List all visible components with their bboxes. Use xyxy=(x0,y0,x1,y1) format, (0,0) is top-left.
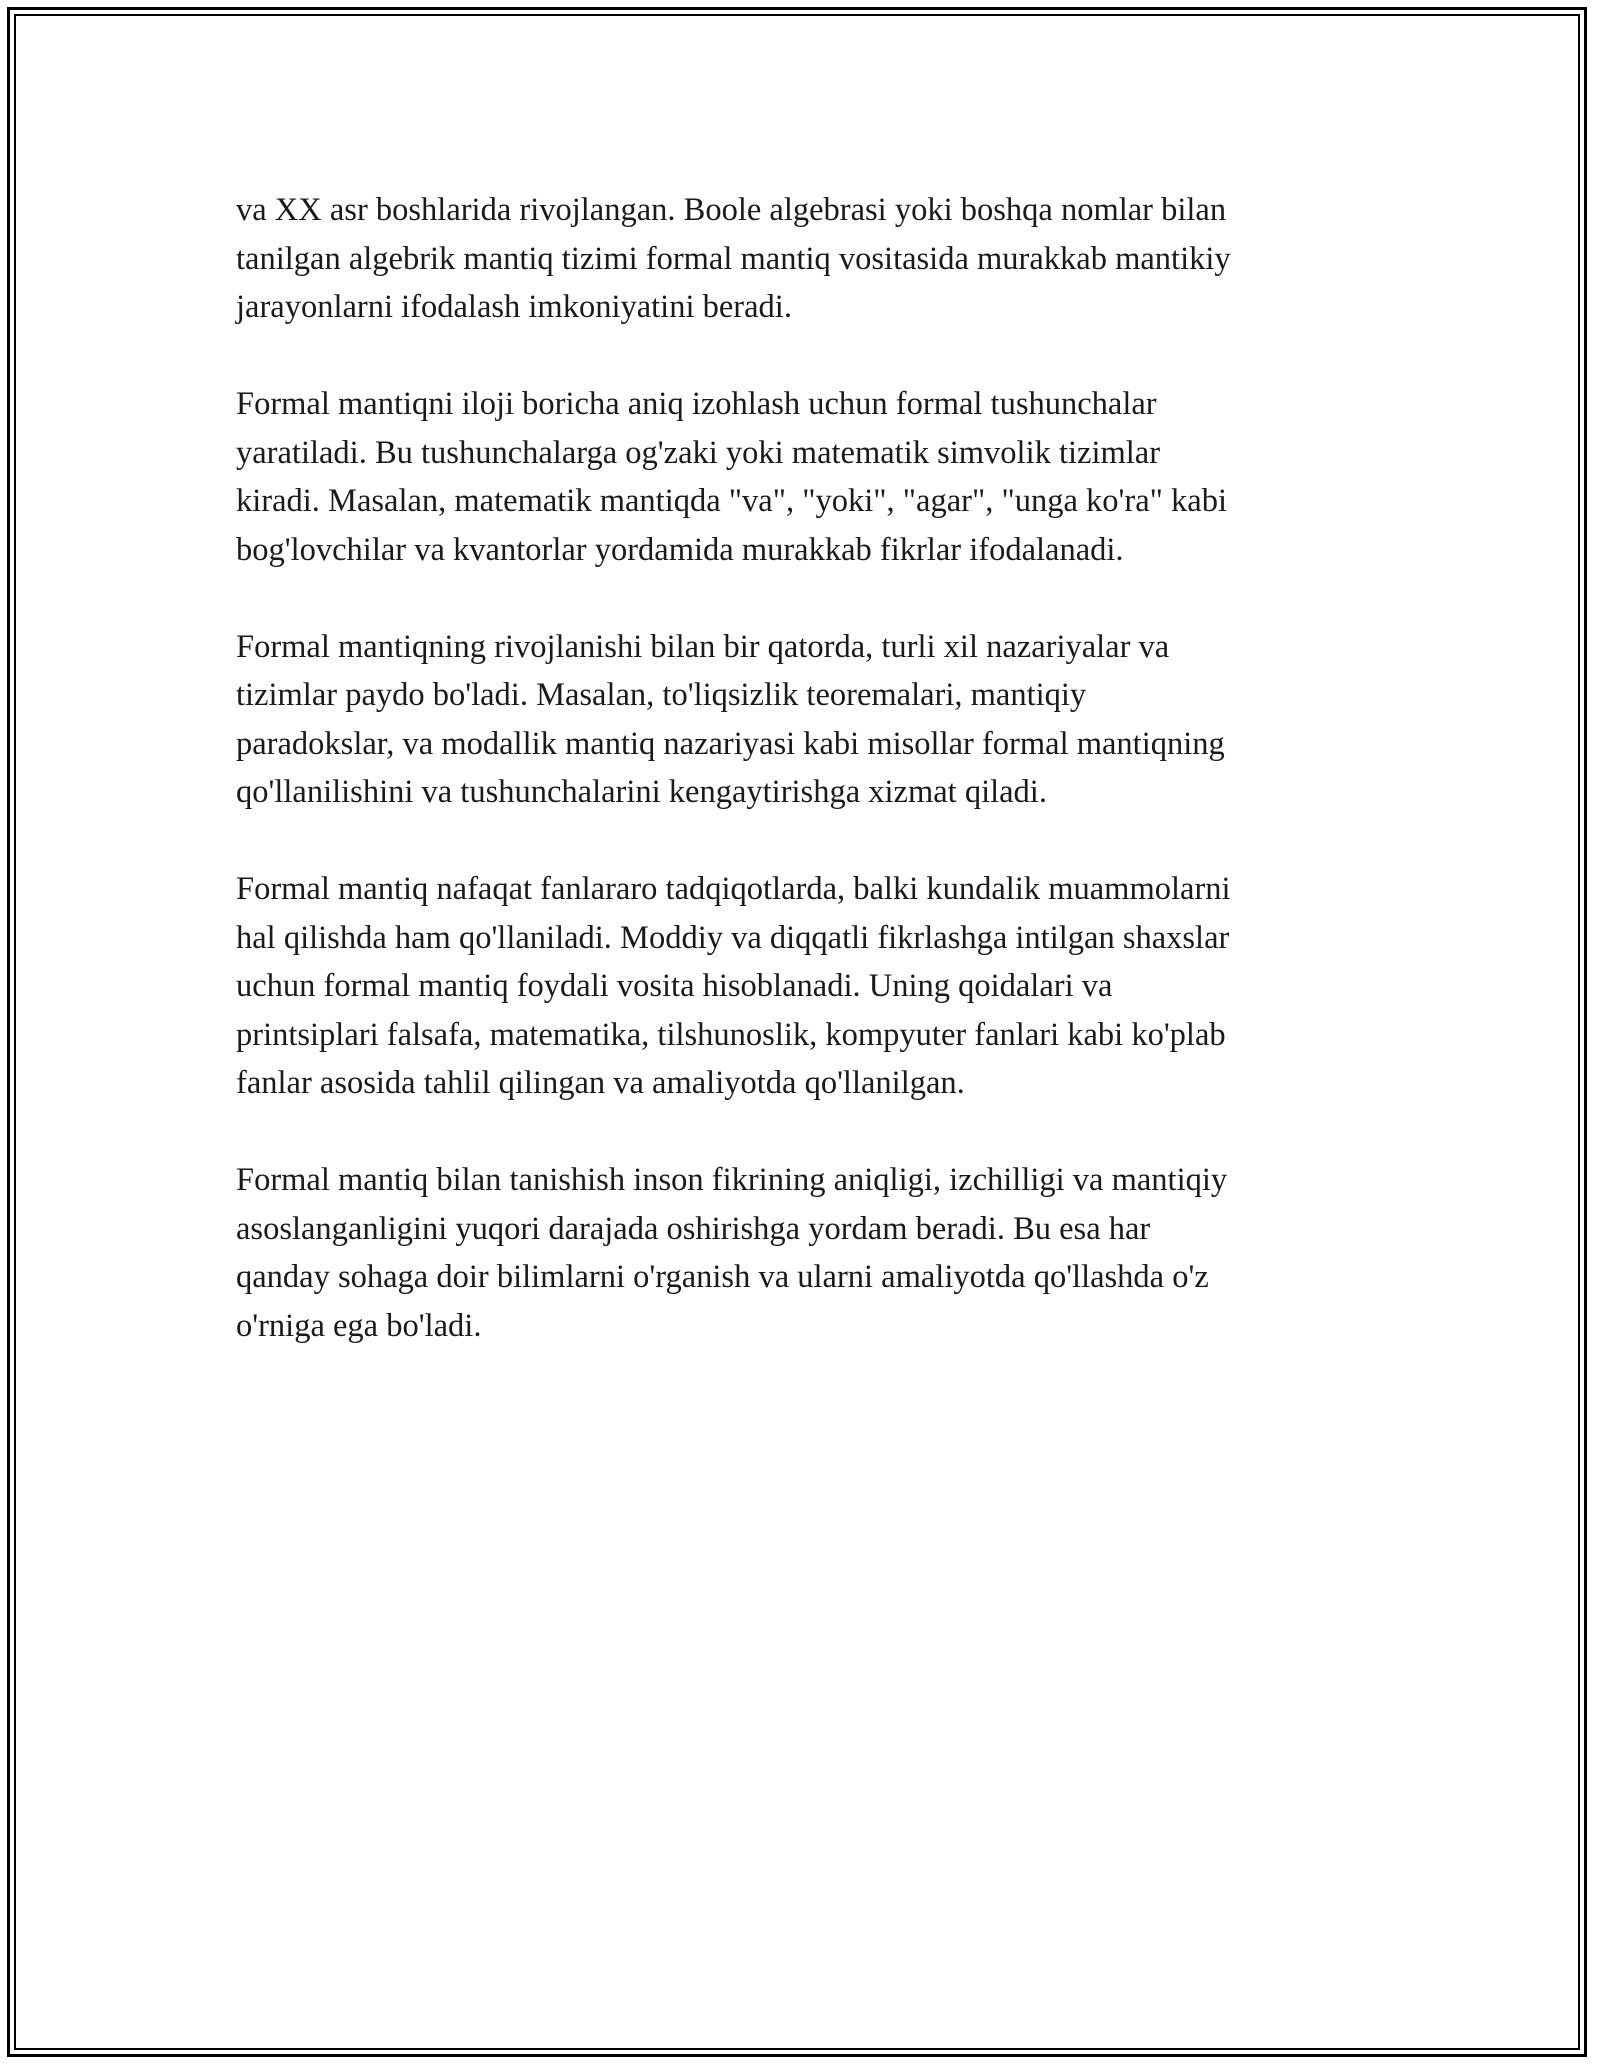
text-line: va XX asr boshlarida rivojlangan. Boole algebrasi yoki boshqa nomlar bilan xyxy=(236,192,1227,228)
text-line: uchun formal mantiq foydali vosita hisoblanadi. Uning qoidalari va xyxy=(236,968,1113,1004)
text-line: qanday sohaga doir bilimlarni o'rganish va ularni amaliyotda qo'llashda o'z xyxy=(236,1259,1209,1295)
paragraph-3 xyxy=(236,623,1366,817)
text-line: bog'lovchilar va kvantorlar yordamida murakkab fikrlar ifodalanadi. xyxy=(236,531,1124,568)
text-line: Formal mantiq nafaqat fanlararo tadqiqotlarda, balki kundalik muammolarni xyxy=(236,871,1231,907)
text-line: tanilgan algebrik mantiq tizimi formal mantiq vositasida murakkab mantikiy xyxy=(236,240,1231,277)
document-body xyxy=(236,186,1366,1399)
text-line: asoslanganligini yuqori darajada oshirishga yordam beradi. Bu esa har xyxy=(236,1210,1151,1247)
paragraph-4 xyxy=(236,865,1366,1108)
text-line: Formal mantiqning rivojlanishi bilan bir qatorda, turli xil nazariyalar va xyxy=(236,628,1170,665)
text-line: qo'llanilishini va tushunchalarini kengaytirishga xizmat qiladi. xyxy=(236,774,1047,810)
text-line: fanlar asosida tahlil qilingan va amaliyotda qo'llanilgan. xyxy=(236,1065,965,1101)
text-line: hal qilishda ham qo'llaniladi. Moddiy va diqqatli fikrlashga intilgan shaxslar xyxy=(236,919,1230,956)
text-line: o'rniga ega bo'ladi. xyxy=(236,1307,482,1344)
text-line: kiradi. Masalan, matematik mantiqda "va", "yoki", "agar", "unga ko'ra" kabi xyxy=(236,483,1228,519)
paragraph-1 xyxy=(236,186,1366,332)
paragraph-5 xyxy=(236,1156,1366,1350)
paragraph-2 xyxy=(236,380,1366,574)
text-line: jarayonlarni ifodalash imkoniyatini beradi. xyxy=(236,289,792,325)
text-line: tizimlar paydo bo'ladi. Masalan, to'liqsizlik teoremalari, mantiqiy xyxy=(236,677,1087,713)
text-line: Formal mantiqni iloji boricha aniq izohlash uchun formal tushunchalar xyxy=(236,386,1157,422)
text-line: Formal mantiq bilan tanishish inson fikrining aniqligi, izchilligi va mantiqiy xyxy=(236,1162,1228,1198)
text-line: paradokslar, va modallik mantiq nazariyasi kabi misollar formal mantiqning xyxy=(236,725,1225,762)
text-line: yaratiladi. Bu tushunchalarga og'zaki yoki matematik simvolik tizimlar xyxy=(236,434,1161,471)
text-line: printsiplari falsafa, matematika, tilshunoslik, kompyuter fanlari kabi ko'plab xyxy=(236,1016,1226,1053)
